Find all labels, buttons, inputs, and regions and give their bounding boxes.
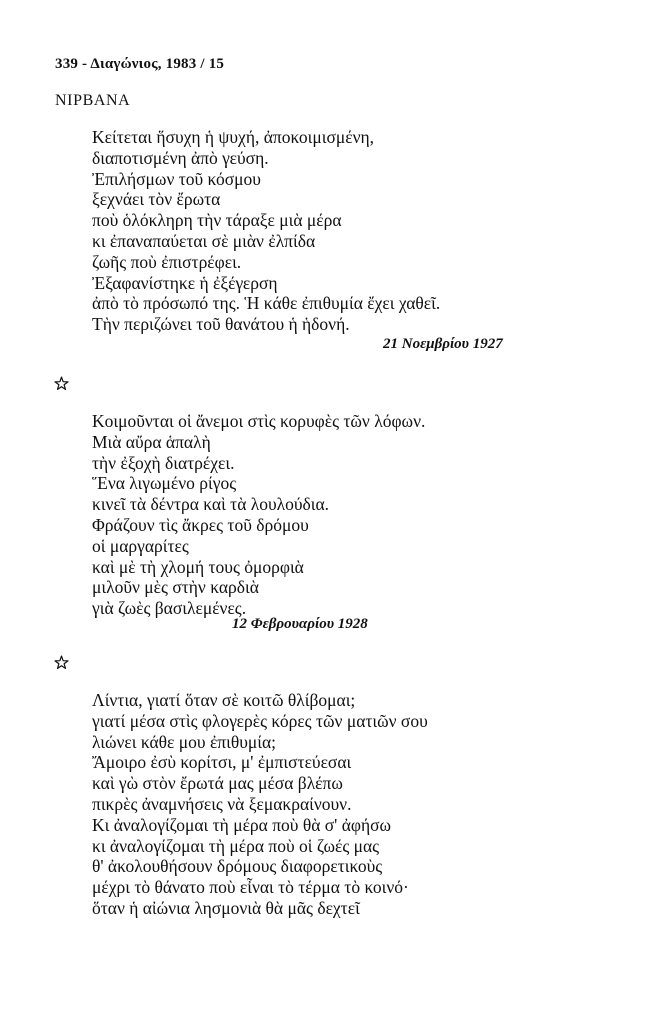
stanza-3-line: καὶ γὼ στὸν ἔρωτά μας μέσα βλέπω [92,773,343,794]
stanza-1-line: κι ἐπαναπαύεται σὲ μιὰν ἐλπίδα [92,230,316,251]
stanza-2-date: 12 Φεβρουαρίου 1928 [232,616,368,632]
stanza-3 [92,690,428,919]
stanza-1-line: ποὺ ὁλόκληρη τὴν τάραξε μιὰ μέρα [92,210,342,231]
stanza-2-line: Μιὰ αὔρα ἁπαλὴ [92,431,211,452]
stanza-3-line: Κι ἀναλογίζομαι τὴ μέρα ποὺ θὰ σ' ἀφήσω [92,814,392,835]
stanza-2 [92,411,425,619]
running-head: 339 - Διαγώνιος, 1983 / 15 [55,56,225,72]
stanza-3-line: κι ἀναλογίζομαι τὴ μέρα ποὺ οἱ ζωές μας [92,835,380,856]
stanza-3-line: ὅταν ἡ αἰώνια λησμονιὰ θὰ μᾶς δεχτεῖ [92,897,360,918]
stanza-2-line: τὴν ἐξοχὴ διατρέχει. [92,452,235,473]
poem-title: ΝΙΡΒΑΝΑ [55,92,131,109]
stanza-3-line: πικρὲς ἀναμνήσεις νὰ ξεμακραίνουν. [92,793,352,814]
stanza-3-line: Λίντια, γιατί ὅταν σὲ κοιτῶ θλίβομαι; [92,690,356,710]
stanza-1-line: ζωῆς ποὺ ἐπιστρέφει. [92,251,242,272]
star-outline-icon [54,376,69,391]
stanza-1-line: ἀπὸ τὸ πρόσωπό της. Ἡ κάθε ἐπιθυμία ἔχει χαθεῖ. [92,293,441,314]
stanza-1-line: ξεχνάει τὸν ἔρωτα [92,189,221,210]
stanza-2-line: Ἕνα λιγωμένο ρίγος [92,473,237,494]
stanza-1-line: Κείτεται ἥσυχη ἡ ψυχή, ἀποκοιμισμένη, [92,127,375,147]
stanza-1-line: διαποτισμένη ἀπὸ γεύση. [92,147,269,168]
stanza-1-line: Ἐξαφανίστηκε ἡ ἐξέγερση [92,272,278,293]
stanza-1-line: Τὴν περιζώνει τοῦ θανάτου ἡ ἡδονή. [92,314,350,335]
star-outline-icon [54,655,69,670]
stanza-2-line: γιὰ ζωὲς βασιλεμένες. [92,598,247,619]
stanza-1-line: Ἐπιλήσμων τοῦ κόσμου [92,168,261,189]
stanza-1-date: 21 Νοεμβρίου 1927 [383,336,503,352]
stanza-2-line: καὶ μὲ τὴ χλομή τους ὀμορφιὰ [92,556,304,577]
stanza-2-line: κινεῖ τὰ δέντρα καὶ τὰ λουλούδια. [92,494,330,515]
stanza-3-line: μέχρι τὸ θάνατο ποὺ εἶναι τὸ τέρμα τὸ κοινό· [92,877,409,898]
stanza-1 [92,127,440,335]
stanza-2-line: Φράζουν τὶς ἄκρες τοῦ δρόμου [92,514,309,535]
stanza-3-line: θ' ἀκολουθήσουν δρόμους διαφορετικοὺς [92,856,383,877]
stanza-2-line: οἱ μαργαρίτες [92,535,189,556]
stanza-2-line: Κοιμοῦνται οἱ ἄνεμοι στὶς κορυφὲς τῶν λόφων. [92,411,426,431]
stanza-3-line: Ἄμοιρο ἐσὺ κορίτσι, μ' ἐμπιστεύεσαι [92,752,352,773]
stanza-3-line: γιατί μέσα στὶς φλογερὲς κόρες τῶν ματιῶν σου [92,710,428,731]
stanza-3-line: λιώνει κάθε μου ἐπιθυμία; [92,731,277,752]
stanza-2-line: μιλοῦν μὲς στὴν καρδιὰ [92,577,259,598]
